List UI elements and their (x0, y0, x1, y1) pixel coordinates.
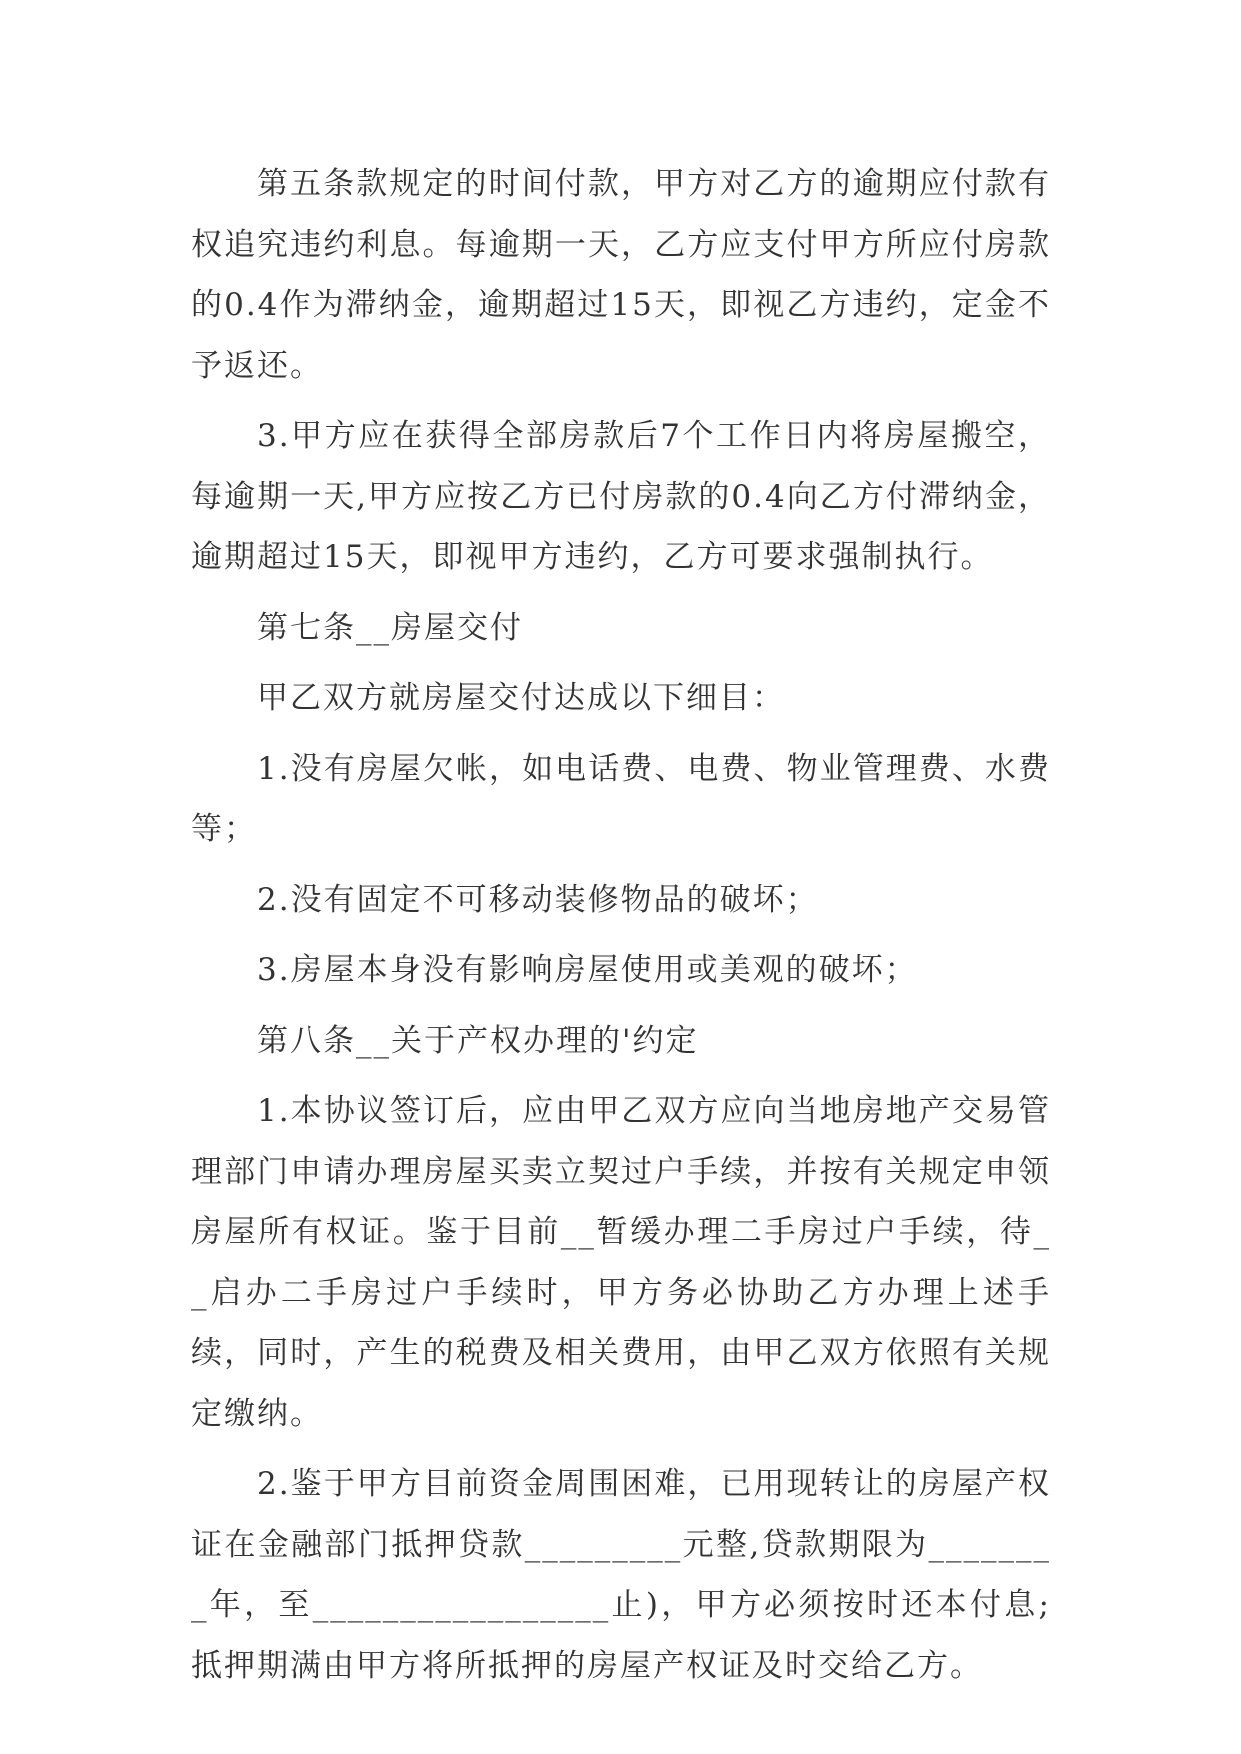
paragraph-delivery-intro: 甲乙双方就房屋交付达成以下细目： (257, 680, 785, 716)
document-body (191, 154, 1051, 1706)
paragraph-vacate-house: 3.甲方应在获得全部房款后7个工作日内将房屋搬空，每逾期一天,甲方应按乙方已付房款的0.4向乙方付滞纳金，逾期超过15天，即视甲方违约，乙方可要求强制执行。 (191, 418, 1051, 575)
paragraph-title-transfer: 1.本协议签订后，应由甲乙双方应向当地房地产交易管理部门申请办理房屋买卖立契过户手续，并按有关规定申领房屋所有权证。鉴于目前__暂缓办理二手房过户手续，待__启办二手房过户手续时，甲方务必协助乙方办理上述手续，同时，产生的税费及相关费用，由甲乙双方依照有关规定缴纳。 (191, 1093, 1051, 1432)
paragraph-mortgage: 2.鉴于甲方目前资金周围困难，已用现转让的房屋产权证在金融部门抵押贷款_________元整,贷款期限为________年，至_________________止)，甲方必须按时还本付息;抵押期满由甲方将所抵押的房屋产权证及时交给乙方。 (191, 1466, 1051, 1684)
list-item-no-arrears: 1.没有房屋欠帐，如电话费、电费、物业管理费、水费等； (191, 750, 1051, 847)
list-item-no-fixture-damage: 2.没有固定不可移动装修物品的破坏； (257, 881, 819, 918)
article-eight-heading: 第八条__关于产权办理的'约定 (257, 1022, 699, 1059)
article-seven-heading: 第七条__房屋交付 (257, 609, 523, 646)
list-item-no-structural-damage: 3.房屋本身没有影响房屋使用或美观的破坏； (257, 952, 918, 988)
paragraph-late-payment-buyer: 第五条款规定的时间付款，甲方对乙方的逾期应付款有权追究违约利息。每逾期一天，乙方应支付甲方所应付房款的0.4作为滞纳金，逾期超过15天，即视乙方违约，定金不予返还。 (191, 166, 1051, 384)
